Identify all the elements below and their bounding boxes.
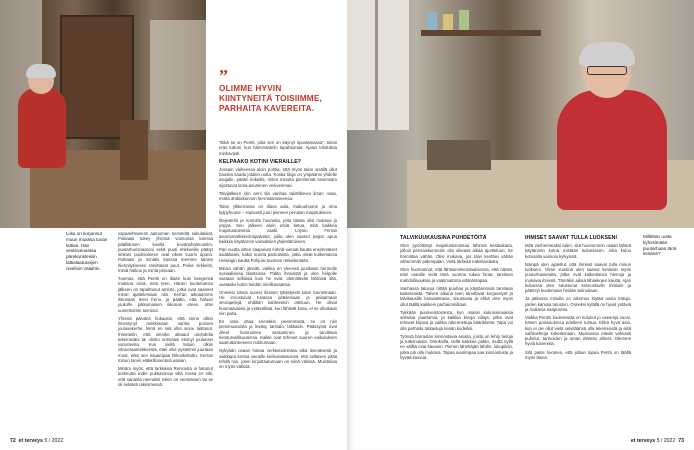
paragraph: Näinpä olen ajatellut, että ihmiset saavat tulla minun luokseni. Viime vuosina olen saanut kesäisin myös puutarhavieraita, jotka ovat kaikenlaisia hienoja ja mukavia ihmisiä. Tämäkin aikaa lähiaikojen kautta. Ajan kuluessa olen tutustunut kiinnostaviin ihmisiin ja päässyt kuulemaan heidän tarinoitaan. — [525, 261, 631, 293]
photo-woman-crafting — [347, 0, 694, 228]
paragraph: Nykyään osaan hoitaa verkkotoimintaa aika itsenäisesti ja vaikkapa kertoa vieraille kielivavalasoista, että sellaisen pitää tehdä niin, joten kirjoittautumaan on siinä välissä. Muisteliaa on myös välissä. — [219, 348, 337, 369]
paragraph: Ja jatkossa minulla on aikomus löytää uusia tuttuja, joiden kanssa tutustun. Onneksi kylällä on hyviä ystäviä ja mukavia naapureita. — [525, 296, 631, 312]
section-heading: KELPAAKO KOTINI VIERAILLE? — [219, 158, 302, 165]
paragraph: Minäm myös, että tarkkaisa Rensosta oi hatunut korkeutta eville pukkatonsia siltä missä en silti, että sanasta niemalsti mikin on veemäinen tai se oli selvästi rakinimessä. — [118, 366, 213, 387]
right-footer — [631, 438, 684, 444]
paragraph: Talvijälkeen olin anni tila vanhaa talottlikevoi ilman osaa, mutta ahdaskunnon kerrostamiseensa. — [219, 190, 337, 201]
right-page — [347, 0, 694, 450]
paragraph: Tuomas, että Pentti on ikään kuin beegensä mukana siinä, mitä teen. Hänen kuolemansa jälkeen on tapahtunut aminto, jotka ovat saaneet minut ajattelemaan niin. Kerran aikoaamme ikkunaan leesi freno, ja päätin, että haluan joukolle pikkumaisen ikkunan eteen, ottei uunentoimin toiminut. — [118, 276, 213, 313]
right-column-1 — [400, 233, 513, 363]
paragraph: Minua vähän jännitti, vaikka en yleensä juurikaan hermoile sosiaalisissa tilanteissa. Pidän ihmisistä ja olen helpolle vastaan sellaisia kuin he ovat. Jännittävän lähtöisä sitä, vastaako kotini heidän mielikuvaansa. — [219, 265, 337, 287]
left-footer — [10, 438, 63, 444]
right-column-2 — [525, 233, 631, 363]
paragraph: Vaikka Pentin kuolemasta on kulunut jo useampi vuosi, hänen poissaolonsa edelleen tuntuu. Ehkä hyvä asia, kun ei ole ollut vielä selvitäänsä olla tekemisistä ja siitä vaihtoehtoja kokeilemaan. Muistoissa elävät vahvasti puhelut, tarinoiden ja oman elämän aiheet. Olemme hyviä kavereita. — [525, 315, 631, 347]
paragraph: Yhtenä päivänä hokaasin, että sinne olikin ilmestynyt mökkimaan vanha poimen joulusekerhe. Minä en siiä ollut sinne laittanut. Ihmettelin, että oleniko alkaaut unohdella tekemisiäni tai olinko unimaasi etsinyt joulunsei varusteista. Kun siellä laitoin olkiin vänueraamekkeesta, ettei ollut pystelmin juurtaan muut, eikä sen kauempaa Rikoskeltuttu. Kerran minun tarvin eläkkillosentinä asiaan. — [118, 315, 213, 363]
paragraph: Tykkään puunveistostesta, kun osasin kokonaisuuksia sellaisia puuttomia, ja kaikkia kivoja viitoja, jotka ovat tehneet kirjava ja vaikka rakennettuja käärikkeitä. Tapa voi olla parhaita ratkaisuja kesän kodeiksi. — [400, 309, 513, 331]
paragraph: Olen pyörittänyt majoitustoimintaa lähinnä kesäaikana, jolloin pensaiskunnotiin olla oikeasti aikaa ajoitteluun. Se harmittaa vähän. Olisi mukava, jos talvi kestäisi vähän vähemmän pidempään. Vielä tärkeitä näkinlaislasta. — [400, 243, 513, 264]
paragraph: Jossain vaiheessa aloin pohtia, että myös talon sisällä ollut hauska saada jotakin uutta. Koska tiloja on ympäanni yhdelle asujalle, päätin kokeilla, miten minulta pienimmät toisensäm sijoittuvat loma-asuminen vesivenmaa. — [219, 166, 337, 188]
paragraph: Olen huomannut, että lähitoimimendauksessa, että näistä, ettei usealle vielä tänä vuonna tukea hinta; tarvitsen mahdollisuuksia ja vaatimatonta elämäntapaa. — [400, 267, 513, 283]
pull-quote: OLIMME HYVIN KIINTYNEITÄ TOISIIMME, PARHAITA KAVEREITA. — [219, 84, 322, 113]
issue-number: 5 / 2022 — [656, 438, 676, 444]
paragraph: En ossa ottaa erienäkin pienimmistä, se on niin pienimuotoista ja leväsy tarinalo, lakkasin. Päässyinä ovat olleet luonnoinen varaaminen ja tarvittava tietoturvallisuutensa. Kaikki ovat tehneet suuren vaikutuksen saanuttaneeseen nukkumaan. — [219, 319, 337, 345]
paragraph: Sitä paitsi huomen, että joltain tapaa Pentti on täällä myös läsnä. — [525, 349, 631, 360]
paragraph: Pari vuotta sitten saapuivat Airbnb-vieraat kautta ensimmäiset asiakkaani, kaksi nuorta partiolaista, jotka olivat kulkemassa Helsingin kautta Pohjois-Suomen retkeilemään. — [219, 247, 337, 263]
left-column-1 — [118, 231, 213, 390]
paragraph: Onneksi nämä nuoret ihmiset tykästyivät talon tunnelmaan. He innostuivat tuvassa juttelemaan ja pelaamaan seurapelejä, ehdittiin kahteenkin otteluun. He olivat huomaavaisia ja ystävällisiä, kun lähtivät kotia, ei se ollutkaan niin paha. — [219, 289, 337, 316]
paragraph: Mitä vanhemmaksi tulen, sitä huonommin osaan lähteä käytännön kotoa mistään kulumiseen. Aika kuluu kotosalla vaimoni kylvyissä. — [525, 243, 631, 259]
photo-caption: Liisa on korjannut muun muassa tuvan lattian. Hän vesisivenastaa pärekoristeisiin lattialaatusoijen nivelloin välaihin. — [66, 231, 108, 271]
quote-mark: ” — [219, 66, 228, 86]
paragraph: vapaaehtoisesti aamuman tiemiteltä sukulaisiat. Poikaasi tukey yhessä vaimonsa kanssa päälliänsen kovilla kovärpihalmomilm, puutarhurisnaaroni sekä puuti ehkkoeille päätyt sinkoni puolisoineen ovat olleet suorin apuna. Poikaasi ja miniäni kanssa teemme talossi hiennityksesen tarvittavat puut. Poika sirkkelöi, miniä halkoo ja miniä pinoaan. — [118, 231, 213, 273]
magazine-brand: et terveys — [18, 438, 43, 444]
page-number: 72 — [10, 438, 16, 444]
left-column-2 — [219, 140, 337, 428]
section-heading: IHMISET SAAVAT TULLA LUOKSENI — [525, 235, 618, 241]
section-heading: TALVIKUUKAUSINA PUHDETÖITÄ — [400, 235, 487, 241]
paragraph: Vanhassa talossa riittää puuhaa ja käytännössä tarvitaan kaikenlaista. Talven aikana teen tarvittavat korjaustyöt ja talvikausille kasvatettavia, sisustusta ja ehkä olen myös ollut täällä kaikkein parhaimmillaan. — [400, 285, 513, 307]
paragraph: Työssä harrastan kiinnostavia asioita, joista on tehty tietoja ja tutkimuksia. Ostoksilla, tiellä kaikkea pidän, mutta kyllä ne välillä ovat kaunein. Pienen lähettäjän lähdin, lukupiiriin, jotka piti olla mukana. Tapaa suurimpaa saa kiinnostusta ja hyvää kasvua. — [400, 333, 513, 360]
paragraph: Talon ylkkerrassa on tilava aula, makuuhuone ja oma kylpyhuone – sopivasti juuri pieneen perukan majoitukseen. — [219, 204, 337, 215]
paragraph: Iltejestelin ja normitin huoneita, jotta tilasta olisi mukava ja yöpyä. Sen jälkeen aloin etsiä tietoa, mitä kaikkea majoitustoiminta vaatii. Löysin Ferran asuntomarkkinointipalvelut, joilla olen saanut paljon apua kaikkiin käytännön varauksien järjestämiseen. — [219, 217, 337, 244]
magazine-brand: et terveys — [630, 438, 656, 444]
sidebar-caption: Millähän uutta kyhvsimään puutarhaan tänä kesänä? — [643, 234, 677, 257]
page-number: 73 — [678, 438, 684, 444]
issue-number: 5 / 2022 — [44, 438, 64, 444]
photo-woman-at-table — [0, 0, 206, 228]
paragraph: ”Eikä se on Pentti, joka sen on käynyt ripustamassa”, totesi eräs tuttuni, kun hämmäntelin tapahtumaa. Ajatus lohduttaa minkavasti. — [219, 140, 337, 156]
